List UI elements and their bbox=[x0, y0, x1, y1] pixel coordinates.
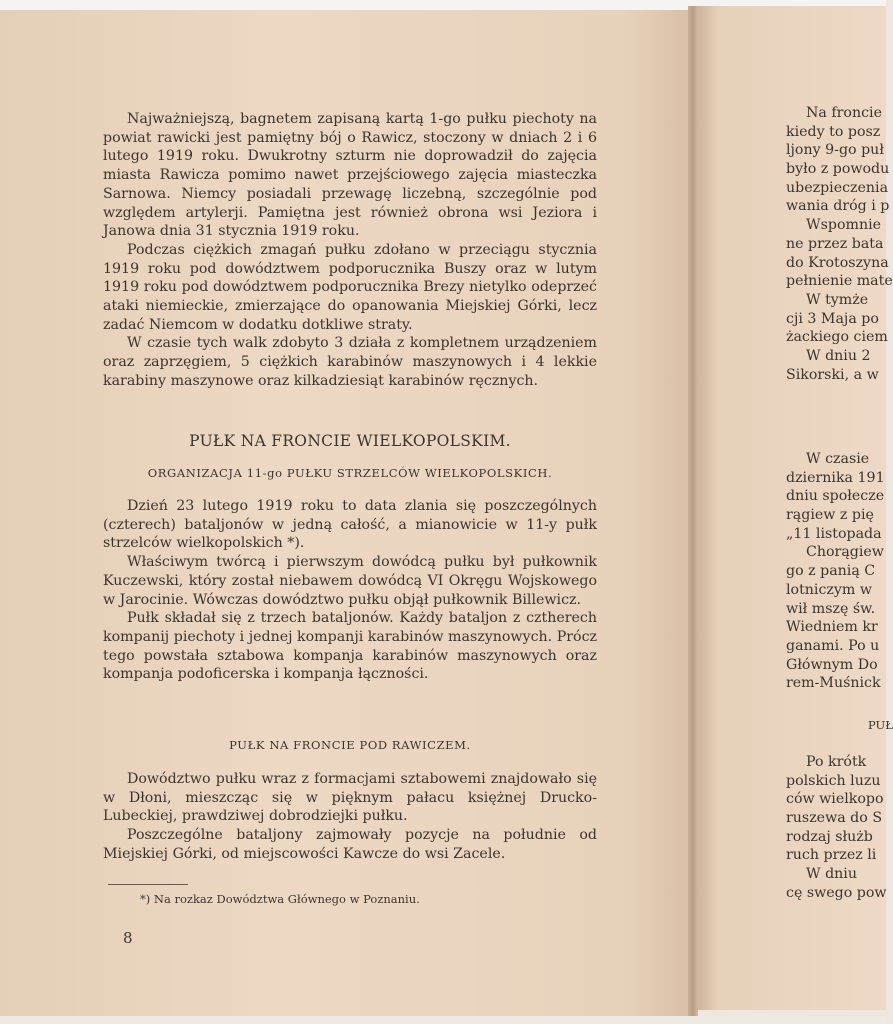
paragraph: Właściwym twórcą i pierwszym dowódcą pułku był pułkownik Kuczewski, który został niebawem dowódcą VI Okręgu Wojskowego w Jarocinie. Wówczas dowództwo pułku objął pułkownik Billewicz. bbox=[103, 554, 597, 608]
right-text-line: Sikorski, a w bbox=[786, 366, 879, 383]
right-text-line: wania dróg i p bbox=[786, 198, 890, 215]
right-text-line: żackiego ciem bbox=[786, 329, 888, 346]
right-text-line: ljony 9-go puł bbox=[786, 142, 884, 159]
right-text-block-3 bbox=[786, 753, 886, 903]
right-text-line: do Krotoszyna bbox=[786, 254, 889, 271]
paragraph: Dowództwo pułku wraz z formacjami sztabowemi znajdowało się w Dłoni, mieszcząc się w pięknym pałacu księżnej Drucko-Lubeckiej, prawdziwej dobrodziejki pułku. bbox=[103, 771, 597, 825]
right-text-line: rodzaj służb bbox=[786, 828, 873, 845]
left-text-block-1 bbox=[103, 110, 597, 391]
subsection-heading: ORGANIZACJA 11-go PUŁKU STRZELCÓW WIELKOPOLSKICH. bbox=[147, 466, 553, 480]
right-text-line: wił mszę św. bbox=[786, 600, 876, 617]
right-text-line: rągiew z pię bbox=[786, 507, 874, 524]
right-text-line: go z panią C bbox=[786, 563, 876, 580]
right-text-line: ruszewa do S bbox=[786, 810, 883, 827]
paragraph: Dzień 23 lutego 1919 roku to data zlania się poszczególnych (czterech) bataljonów w jedną całość, a mianowicie w 11-y pułk strzelców wielkopolskich *). bbox=[103, 498, 597, 552]
right-text-line: Chorągiew bbox=[806, 544, 884, 561]
section-heading: PUŁK NA FRONCIE WIELKOPOLSKIM. bbox=[189, 432, 511, 450]
right-text-line: W dniu bbox=[806, 866, 857, 883]
paragraph: Poszczególne bataljony zajmowały pozycje na południe od Miejskiej Górki, od miejscowości Kawcze do wsi Zacele. bbox=[103, 827, 597, 862]
page-number: 8 bbox=[123, 929, 133, 947]
right-text-line: kiedy to posz bbox=[786, 123, 881, 140]
right-text-line: polskich luzu bbox=[786, 772, 881, 789]
paragraph: W czasie tych walk zdobyto 3 działa z kompletnem urządzeniem oraz zaprzęgiem, 5 ciężkich karabinów maszynowych i 4 lekkie karabiny maszynowe oraz kilkadziesiąt karabinów ręcznych. bbox=[103, 335, 597, 389]
right-text-line: dniu społecze bbox=[786, 488, 885, 505]
right-text-line: było z powodu bbox=[786, 161, 890, 178]
right-text-block-2 bbox=[786, 450, 886, 693]
paragraph: Pułk składał się z trzech bataljonów. Każdy bataljon z cztherech kompanij piechoty i jednej kompanji karabinów maszynowych. Prócz tego powstała sztabowa kompanja karabinów maszynowych oraz kompanja podoficerska i kompanja łączności. bbox=[103, 610, 597, 683]
right-text-line: ubezpieczenia bbox=[786, 179, 889, 196]
right-text-line: dziernika 191 bbox=[786, 469, 885, 486]
right-text-line: Po krótk bbox=[806, 754, 867, 770]
footnote-rule bbox=[108, 884, 188, 885]
right-text-line: rem-Muśnick bbox=[786, 675, 881, 692]
left-text-block-2 bbox=[103, 497, 597, 684]
right-heading: PUŁ bbox=[868, 718, 893, 732]
right-text-line: ganami. Po u bbox=[786, 637, 880, 654]
right-text-line: W dniu 2 bbox=[806, 347, 871, 364]
subsection-heading: PUŁK NA FRONCIE POD RAWICZEM. bbox=[229, 738, 471, 752]
right-text-line: W tymże bbox=[806, 291, 869, 308]
left-text-block-3 bbox=[103, 770, 597, 864]
right-text-line: cji 3 Maja po bbox=[786, 310, 879, 327]
scan-bottom-edge bbox=[0, 1016, 886, 1024]
right-text-line: ne przez bata bbox=[786, 235, 884, 252]
right-text-line: lotniczym w bbox=[786, 581, 872, 598]
right-text-line: Wspomnie bbox=[806, 217, 882, 234]
footnote: *) Na rozkaz Dowództwa Głównego w Poznaniu. bbox=[140, 892, 420, 906]
right-text-block-1 bbox=[786, 104, 893, 384]
right-text-line: Na froncie bbox=[806, 105, 882, 121]
right-text-line: cę swego pow bbox=[786, 884, 887, 901]
right-text-line: W czasie bbox=[806, 451, 870, 467]
right-text-line: „11 listopada bbox=[786, 525, 882, 542]
right-text-line: ców wielkopo bbox=[786, 791, 884, 808]
right-text-line: pełnienie mate bbox=[786, 273, 893, 290]
right-text-line: ruch przez li bbox=[786, 847, 877, 864]
paragraph: Podczas ciężkich zmagań pułku zdołano w przeciągu stycznia 1919 roku pod dowództwem podporucznika Buszy oraz w lutym 1919 roku pod dowództwem podporucznika Brezy nietylko odeprzeć ataki niemieckie, zmierzające do opanowania Miejskiej Górki, lecz zadać Niemcom w dodatku dotkliwe straty. bbox=[103, 241, 597, 333]
right-text-line: Wiedniem kr bbox=[786, 619, 878, 636]
paragraph: Najważniejszą, bagnetem zapisaną kartą 1-go pułku piechoty na powiat rawicki jest pamiętny bój o Rawicz, stoczony w dniach 2 i 6 lutego 1919 roku. Dwukrotny szturm nie doprowadził do zajęcia miasta Rawicza pomimo nawet przejściowego zajęcia miasteczka Sarnowa. Niemcy posiadali przewagę liczebną, szczególnie pod względem artylerji. Pamiętna jest również obrona wsi Jeziora i Janowa dnia 31 stycznia 1919 roku. bbox=[103, 111, 597, 240]
right-text-line: Głównym Do bbox=[786, 656, 878, 673]
